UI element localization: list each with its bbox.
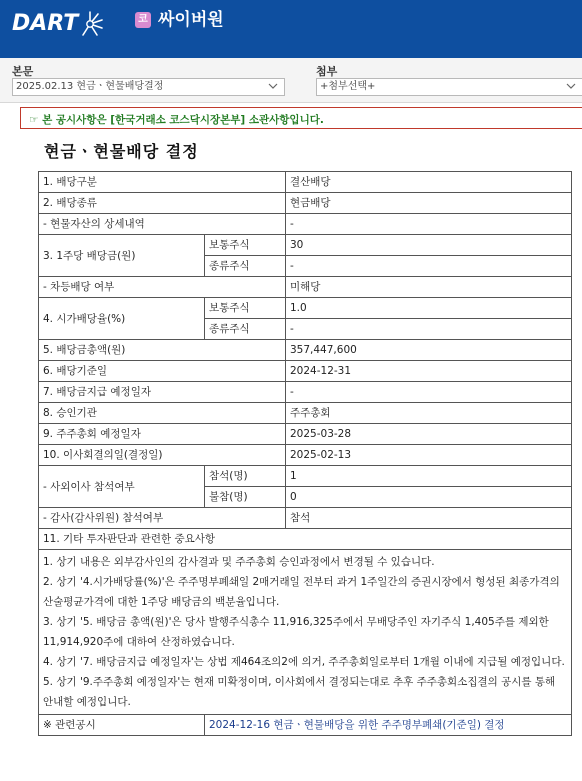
logo-starburst-icon	[76, 10, 104, 38]
row-value: 2025-03-28	[286, 424, 572, 445]
dividend-table	[38, 171, 572, 736]
attach-select[interactable]	[316, 78, 582, 96]
table-row	[39, 508, 572, 529]
row-label: 5. 배당금총액(원)	[39, 340, 286, 361]
note-line: 2. 상기 '4.시가배당률(%)'은 주주명부폐쇄일 2매거래일 전부터 과거 1주일간의 증권시장에서 형성된 최종가격의 산술평균가격에 대한 1주당 배당금의 백분율입니다.	[43, 576, 560, 608]
table-row	[39, 277, 572, 298]
row-value: 결산배당	[286, 172, 572, 193]
table-row	[39, 172, 572, 193]
chevron-down-icon	[268, 81, 278, 91]
row-label: 11. 기타 투자판단과 관련한 중요사항	[39, 529, 572, 550]
table-row	[39, 715, 572, 736]
row-value: 357,447,600	[286, 340, 572, 361]
table-row	[39, 193, 572, 214]
attach-select-value: +첨부선택+	[320, 81, 376, 92]
table-row	[39, 340, 572, 361]
document-title: 현금ㆍ현물배당 결정	[44, 142, 199, 161]
row-value: 현금배당	[286, 193, 572, 214]
row-value: 2025-02-13	[286, 445, 572, 466]
row-label: - 사외이사 참석여부	[39, 466, 205, 508]
row-label: 3. 1주당 배당금(원)	[39, 235, 205, 277]
document-content	[0, 103, 582, 781]
row-label: 6. 배당기준일	[39, 361, 286, 382]
row-sublabel: 종류주식	[205, 319, 286, 340]
table-row	[39, 298, 572, 319]
row-value: 참석	[286, 508, 572, 529]
table-row	[39, 445, 572, 466]
row-value: 0	[286, 487, 572, 508]
row-label: 10. 이사회결의일(결정일)	[39, 445, 286, 466]
related-label: ※ 관련공시	[39, 715, 205, 736]
dart-logo[interactable]	[12, 10, 104, 38]
row-sublabel: 참석(명)	[205, 466, 286, 487]
notice-box	[20, 107, 582, 129]
table-row	[39, 529, 572, 550]
table-row	[39, 403, 572, 424]
row-label: - 현물자산의 상세내역	[39, 214, 286, 235]
row-label: 8. 승인기관	[39, 403, 286, 424]
row-label: 1. 배당구분	[39, 172, 286, 193]
row-value: -	[286, 382, 572, 403]
row-value: 미해당	[286, 277, 572, 298]
company-type-badge: 코	[135, 12, 151, 28]
top-header	[0, 0, 582, 58]
row-sublabel: 불참(명)	[205, 487, 286, 508]
row-label: 4. 시가배당율(%)	[39, 298, 205, 340]
row-value: 1.0	[286, 298, 572, 319]
logo-text: DART	[12, 11, 79, 36]
table-row	[39, 550, 572, 715]
row-value: 1	[286, 466, 572, 487]
attach-label: 첨부	[316, 65, 338, 78]
row-sublabel: 보통주식	[205, 235, 286, 256]
row-value: -	[286, 214, 572, 235]
row-label: 9. 주주총회 예정일자	[39, 424, 286, 445]
table-row	[39, 424, 572, 445]
chevron-down-icon	[566, 81, 576, 91]
note-line: 4. 상기 '7. 배당금지급 예정일자'는 상법 제464조의2에 의거, 주주총회일로부터 1개월 이내에 지급될 예정입니다.	[43, 656, 565, 668]
notes-cell	[39, 550, 572, 715]
row-sublabel: 종류주식	[205, 256, 286, 277]
body-select[interactable]	[12, 78, 285, 96]
row-label: 2. 배당종류	[39, 193, 286, 214]
note-line: 5. 상기 '9.주주총회 예정일자'는 현재 미확정이며, 이사회에서 결정되는대로 추후 주주총회소집결의 공시를 통해 안내할 예정입니다.	[43, 676, 556, 708]
note-line: 1. 상기 내용은 외부감사인의 감사결과 및 주주총회 승인과정에서 변경될 수 있습니다.	[43, 556, 435, 568]
row-value: -	[286, 256, 572, 277]
row-value: 30	[286, 235, 572, 256]
table-row	[39, 466, 572, 487]
row-label: - 차등배당 여부	[39, 277, 286, 298]
body-label: 본문	[12, 65, 34, 78]
row-value: -	[286, 319, 572, 340]
related-disclosure-link[interactable]: 2024-12-16 현금ㆍ현물배당을 위한 주주명부폐쇄(기준일) 결정	[205, 715, 572, 736]
table-row	[39, 361, 572, 382]
row-sublabel: 보통주식	[205, 298, 286, 319]
note-line: 3. 상기 '5. 배당금 총액(원)'은 당사 발행주식총수 11,916,325주에서 무배당주인 자기주식 1,405주를 제외한 11,914,920주에 대하여 산정하였습니다.	[43, 616, 549, 648]
table-row	[39, 382, 572, 403]
body-select-value: 2025.02.13 현금ㆍ현물배당결정	[16, 81, 164, 92]
row-label: 7. 배당금지급 예정일자	[39, 382, 286, 403]
table-row	[39, 214, 572, 235]
row-label: - 감사(감사위원) 참석여부	[39, 508, 286, 529]
table-row	[39, 235, 572, 256]
row-value: 주주총회	[286, 403, 572, 424]
row-value: 2024-12-31	[286, 361, 572, 382]
notice-text: ☞ 본 공시사항은 [한국거래소 코스닥시장본부] 소관사항입니다.	[29, 114, 324, 126]
company-name[interactable]: 싸이버원	[158, 10, 224, 30]
document-toolbar	[0, 58, 582, 103]
